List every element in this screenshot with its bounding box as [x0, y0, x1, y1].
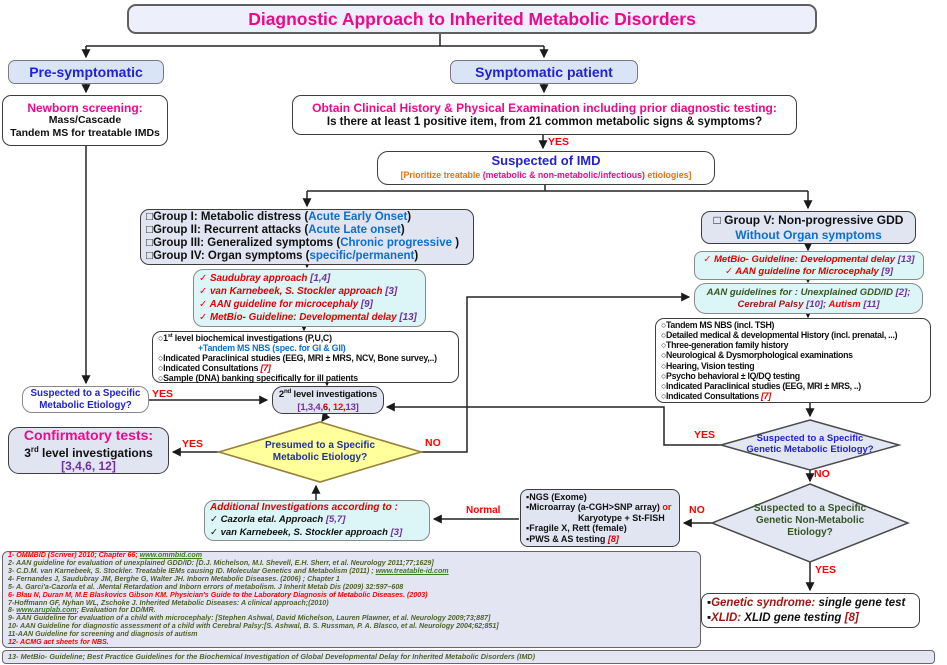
text-line: □Group IV: Organ symptoms (specific/permanent) — [146, 250, 419, 262]
confirmatory-tests-node — [8, 427, 169, 474]
reference-line: 10- AAN Guideline for diagnostic assessment of a child with Cerebral Palsy:[S. Ashwal, B. S. Russman, P. A. Blasco, et al. Neurology 2004;62;851] — [8, 622, 499, 631]
connector — [322, 414, 327, 421]
metbio-aan-checklist-node — [694, 251, 924, 280]
reference-line: 5- A. Garci'a-Cazorla et al. .Mental Retardation and Inborn errors of metabolism. J Inherit Metab Dis (2009) 32:597–608 — [8, 582, 404, 591]
text-line: 3rd level investigations — [24, 445, 153, 460]
yes-label: YES — [694, 429, 716, 441]
normal-label: Normal — [466, 505, 501, 516]
approach-checklist-node — [193, 269, 426, 327]
gdd-workup-checklist-node — [655, 318, 931, 403]
text-line: ○1st level biochemical investigations (P,U,C) — [158, 332, 332, 343]
text-line: [1,3,4,6, 12,13] — [297, 401, 359, 413]
text-line: ○Indicated Paraclinical studies (EEG, MRI ± MRS, NCV, Bone survey,..) — [158, 352, 437, 363]
reference-13-footer — [2, 650, 935, 664]
text-line: [3,4,6, 12] — [61, 459, 116, 473]
text-line: Suspected of IMD — [491, 153, 601, 168]
connector — [421, 297, 689, 452]
text-line: ○Indicated Consultations [7] — [661, 391, 771, 402]
text-line: ✓ MetBio- Guideline: Developmental delay [13] — [703, 253, 915, 265]
text-line: ○Detailed medical & developmental History (incl. prenatal, ...) — [661, 329, 898, 340]
text-line: □Group I: Metabolic distress (Acute Early Onset) — [146, 211, 412, 223]
text-line: Confirmatory tests: — [23, 427, 154, 443]
first-level-investigations-node — [152, 331, 459, 383]
connector — [307, 185, 808, 191]
text-line: Without Organ symptoms — [735, 227, 882, 242]
text-line: Genetic Metabolic Etiology? — [746, 444, 874, 455]
text-line: Suspected to a Specific — [753, 503, 867, 514]
reference-line: 7-Hoffmann GF, Nyhan WL, Zschoke J. Inherited Metabolic Diseases: A clinical approach;(2010) — [8, 598, 329, 607]
text-line: ○Indicated Paraclinical studies (EEG, MRI ± MRS, ..) — [661, 380, 861, 391]
reference-line: 6- Blau N, Duran M, M.E Blaskovics Gibson KM. Physician's Guide to the Laboratory Diagnosis of Metabolic Diseases. (2003) — [8, 590, 428, 599]
text-line: ○Neurological & Dysmorphological examinations — [661, 350, 853, 361]
text-line: Etiology? — [787, 527, 833, 538]
reference-line: 4- Fernandes J, Saudubray JM, Berghe G, Walter JH. Inborn Metabolic Diseases. (2006) ; Chapter 1 — [8, 574, 340, 583]
no-label: NO — [689, 504, 705, 516]
reference-line: 13- MetBio- Guideline; Best Practice Guidelines for the Biochemical Investigation of Global Developmental Delay for Inherited Metabolic Disorders (IMD) — [8, 652, 536, 661]
presumed-etiology-diamond-text — [232, 440, 408, 464]
suspected-metabolic-etiology-node — [22, 386, 149, 413]
text-line: Suspected to a Specific — [756, 433, 864, 444]
genetic-tests-node — [520, 489, 680, 547]
text-line: □Group II: Recurrent attacks (Acute Late onset) — [146, 224, 405, 236]
text-line: ▪XLID: XLID gene testing [8] — [707, 611, 859, 624]
text-line: ✓ AAN guideline for microcephaly [9] — [199, 299, 373, 310]
suspected-imd-node — [377, 151, 715, 185]
newborn-screening-node — [2, 95, 168, 146]
text-line: ▪Microarray (a-CGH>SNP array) or — [526, 502, 672, 513]
text-line: ○Three-generation family history — [661, 340, 789, 351]
reference-line: 8- www.aruplab.com; Evaluation for DD/MR. — [8, 606, 156, 615]
additional-investigations-node — [204, 500, 430, 541]
text-line: ▪Fragile X, Rett (female) — [526, 523, 627, 534]
groups-1-4-node — [140, 209, 474, 265]
text-line: Metabolic Etiology? — [39, 399, 132, 411]
text-line: Pre-symptomatic — [29, 64, 143, 80]
text-line: ○Psycho behavioral ± IQ/DQ testing — [661, 370, 800, 381]
yes-label: YES — [152, 388, 174, 400]
text-line: +Tandem MS NBS (spec. for GI & GII) — [198, 342, 346, 353]
pre-symptomatic-node — [8, 60, 164, 84]
group-5-node — [701, 211, 916, 244]
yes-label: YES — [182, 438, 204, 450]
text-line: ○Hearing, Vision testing — [661, 360, 755, 371]
aan-guidelines-node — [694, 283, 923, 314]
text-line: Symptomatic patient — [475, 64, 613, 80]
reference-line: 12- ACMG act sheets for NBS. — [8, 637, 109, 646]
text-line: Presumed to a Specific — [264, 440, 376, 451]
symptomatic-node — [450, 60, 638, 84]
title-banner — [127, 4, 817, 34]
clinical-history-node — [292, 95, 797, 135]
text-line: ✓ AAN guideline for Microcephaly [9] — [724, 265, 894, 277]
text-line: Metabolic Etiology? — [272, 452, 368, 463]
text-line: ○Sample (DNA) banking specifically for ill patients — [158, 373, 358, 384]
text-line: Tandem MS for treatable IMDs — [10, 126, 160, 139]
text-line: Genetic Non-Metabolic — [755, 515, 865, 526]
text-line: □Group III: Generalized symptoms (Chronic progressive ) — [146, 237, 460, 249]
reference-line: 3- C.D.M. van Karnebeek, S. Stockler. Treatable IEMs causing ID. Molecular Genetics and Metabolism (2011) ; www.treatable-id.com — [8, 567, 449, 576]
text-line: ▪Genetic syndrome: single gene test — [707, 596, 906, 609]
text-line: [Prioritize treatable (metabolic & non-metabolic/infectious) etiologies] — [400, 170, 692, 180]
text-line: ○Indicated Consultations [7] — [158, 363, 271, 374]
text-line: ▪NGS (Exome) — [526, 491, 587, 502]
text-line: AAN guidelines for : Unexplained GDD/ID [2]; — [706, 286, 911, 298]
text-line: Additional Investigations according to : — [210, 501, 398, 513]
text-line: 2nd level investigations — [278, 387, 378, 401]
references-panel — [2, 551, 701, 648]
text-line: ▪PWS & AS testing [8] — [526, 533, 619, 544]
text-line: Newborn screening: — [27, 100, 143, 115]
connector — [86, 34, 544, 46]
reference-line: 9- AAN Guideline for evaluation of a child with microcephaly: [Stephen Ashwal, David Michelson, Lauren Plawner, et al. Neurology 2009;73;887] — [8, 614, 491, 623]
text-line: ✓ van Karnebeek, S. Stockler approach [3] — [199, 286, 398, 297]
text-line: Karyotype + St-FISH — [578, 512, 665, 523]
text-line: □ Group V: Non-progressive GDD — [713, 213, 904, 227]
text-line: ✓ Saudubray approach [1,4] — [199, 273, 331, 284]
genetic-nonmetabolic-diamond-text — [728, 503, 892, 539]
yes-label: YES — [815, 564, 837, 576]
text-line: ○Tandem MS NBS (incl. TSH) — [661, 319, 775, 330]
no-label: NO — [425, 437, 441, 449]
text-line: Suspected to a Specific — [30, 388, 141, 399]
reference-line: 2- AAN guideline for evaluation of unexplained GDD/ID: [D.J. Michelson, M.I. Shevell, E.H. Sherr, et al. Neurology 2011;77;1629] — [8, 559, 434, 568]
reference-line: 1- OMMBID (Scriver) 2010; Chapter 66; www.ommbid.com — [8, 551, 203, 560]
text-line: ✓ Cazorla etal. Approach [5,7] — [210, 514, 346, 526]
text-line: ✓ van Karnebeek, S. Stockler approach [3] — [210, 526, 403, 538]
page-title: Diagnostic Approach to Inherited Metabolic Disorders — [248, 8, 696, 29]
text-line: Cerebral Palsy [10]; Autism [11] — [737, 298, 880, 310]
genetic-metabolic-diamond-text — [728, 433, 892, 455]
yes-label: YES — [548, 136, 570, 148]
reference-line: 11-AAN Guideline for screening and diagnosis of autism — [8, 629, 198, 638]
no-label: NO — [814, 468, 830, 480]
text-line: Is there at least 1 positive item, from 21 common metabolic signs & symptoms? — [326, 116, 763, 128]
genetic-syndrome-node — [701, 593, 920, 628]
text-line: Mass/Cascade — [48, 114, 122, 127]
second-level-investigations-node — [272, 386, 384, 414]
text-line: Obtain Clinical History & Physical Examination including prior diagnostic testing: — [312, 101, 777, 115]
text-line: ✓ MetBio- Guideline: Developmental delay [13] — [199, 312, 417, 323]
